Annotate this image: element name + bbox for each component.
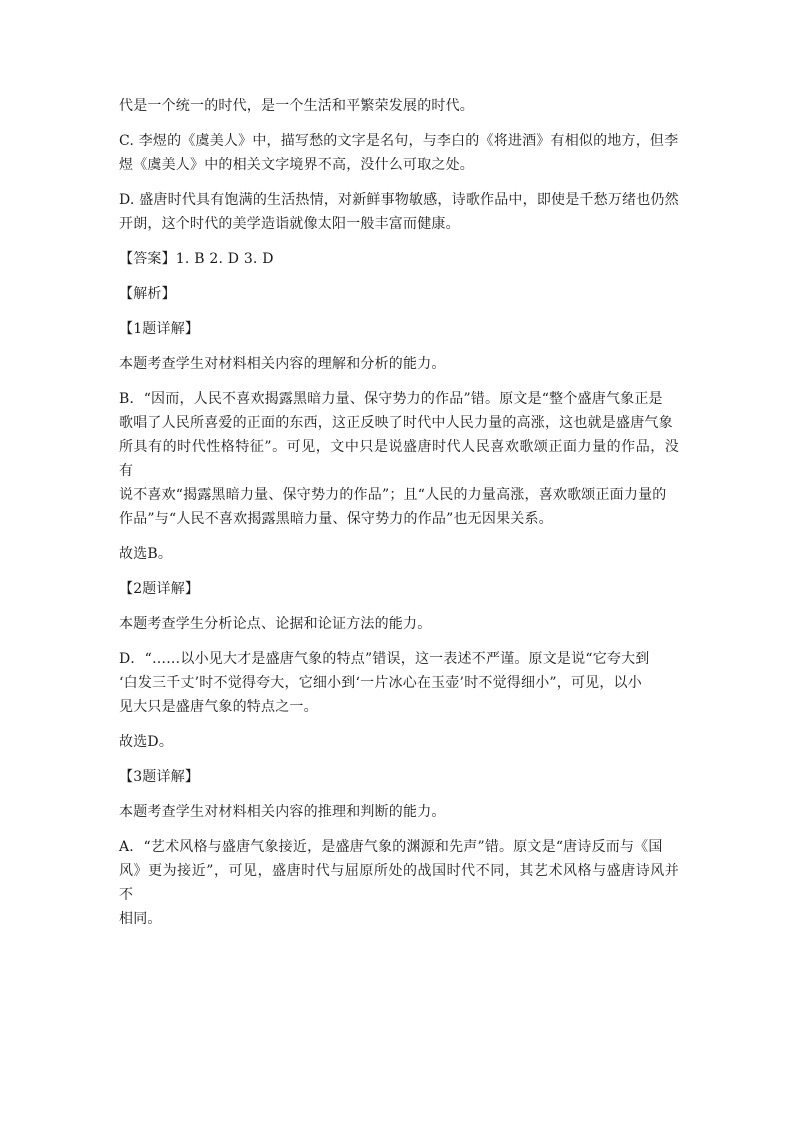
option-c bbox=[119, 129, 679, 177]
answer-line bbox=[119, 247, 679, 271]
text-line: 相同。 bbox=[119, 911, 162, 927]
text-line: 歌唱了人民所喜爱的正面的东西，这正反映了时代中人民力量的高涨，这也就是盛唐气象 bbox=[119, 415, 673, 431]
document-page bbox=[119, 94, 679, 931]
text-line: ‘白发三千丈’时不觉得夸大，它细小到‘一片冰心在玉壶’时不觉得细小”，可见，以小 bbox=[119, 675, 642, 691]
text-line: 开朗，这个时代的美学造诣就像太阳一般丰富而健康。 bbox=[119, 216, 460, 232]
text-line: 见大只是盛唐气象的特点之一。 bbox=[119, 699, 318, 715]
q1-explanation bbox=[119, 387, 679, 531]
q2-intro bbox=[119, 612, 679, 636]
q2-explanation bbox=[119, 647, 679, 719]
q1-conclusion bbox=[119, 542, 679, 566]
q2-conclusion bbox=[119, 730, 679, 754]
text-line: A．“艺术风格与盛唐气象接近，是盛唐气象的渊源和先声”错。原文是“唐诗反而与《国 bbox=[119, 839, 663, 855]
text-line: 【解析】 bbox=[119, 286, 176, 302]
text-line: 本题考查学生对材料相关内容的推理和判断的能力。 bbox=[119, 804, 446, 820]
q1-intro bbox=[119, 352, 679, 376]
analysis-heading bbox=[119, 282, 679, 306]
text-line: 【1题详解】 bbox=[119, 321, 200, 337]
text-line: D．“……以小见大才是盛唐气象的特点”错误，这一表述不严谨。原文是说“它夸大到 bbox=[119, 651, 650, 667]
text-line: 本题考查学生对材料相关内容的理解和分析的能力。 bbox=[119, 356, 446, 372]
text-line: 【3题详解】 bbox=[119, 769, 200, 785]
text-line: 风》更为接近”，可见，盛唐时代与屈原所处的战国时代不同，其艺术风格与盛唐诗风并不 bbox=[119, 863, 679, 903]
text-line: 说不喜欢“揭露黑暗力量、保守势力的作品”；且“人民的力量高涨，喜欢歌颂正面力量的 bbox=[119, 487, 667, 503]
q3-intro bbox=[119, 800, 679, 824]
paragraph-era-statement bbox=[119, 94, 679, 118]
text-line: 【2题详解】 bbox=[119, 581, 200, 597]
text-line: C. 李煜的《虞美人》中，描写愁的文字是名句，与李白的《将进酒》有相似的地方，但李 bbox=[119, 133, 679, 149]
text-line: 【答案】1. B 2. D 3. D bbox=[119, 251, 274, 267]
text-line: D. 盛唐时代具有饱满的生活热情，对新鲜事物敏感，诗歌作品中，即使是千愁万绪也仍然 bbox=[119, 192, 679, 208]
text-line: 作品”与“人民不喜欢揭露黑暗力量、保守势力的作品”也无因果关系。 bbox=[119, 511, 553, 527]
option-d bbox=[119, 188, 679, 236]
text-line: 故选D。 bbox=[119, 734, 174, 750]
text-line: B．“因而，人民不喜欢揭露黑暗力量、保守势力的作品”错。原文是“整个盛唐气象正是 bbox=[119, 391, 663, 407]
q3-explanation bbox=[119, 835, 679, 931]
q1-heading bbox=[119, 317, 679, 341]
q2-heading bbox=[119, 577, 679, 601]
text-line: 煜《虞美人》中的相关文字境界不高，没什么可取之处。 bbox=[119, 157, 474, 173]
text-line: 所具有的时代性格特征”。可见，文中只是说盛唐时代人民喜欢歌颂正面力量的作品，没有 bbox=[119, 439, 679, 479]
text-line: 故选B。 bbox=[119, 546, 173, 562]
text-line: 代是一个统一的时代，是一个生活和平繁荣发展的时代。 bbox=[119, 98, 474, 114]
q3-heading bbox=[119, 765, 679, 789]
text-line: 本题考查学生分析论点、论据和论证方法的能力。 bbox=[119, 616, 432, 632]
